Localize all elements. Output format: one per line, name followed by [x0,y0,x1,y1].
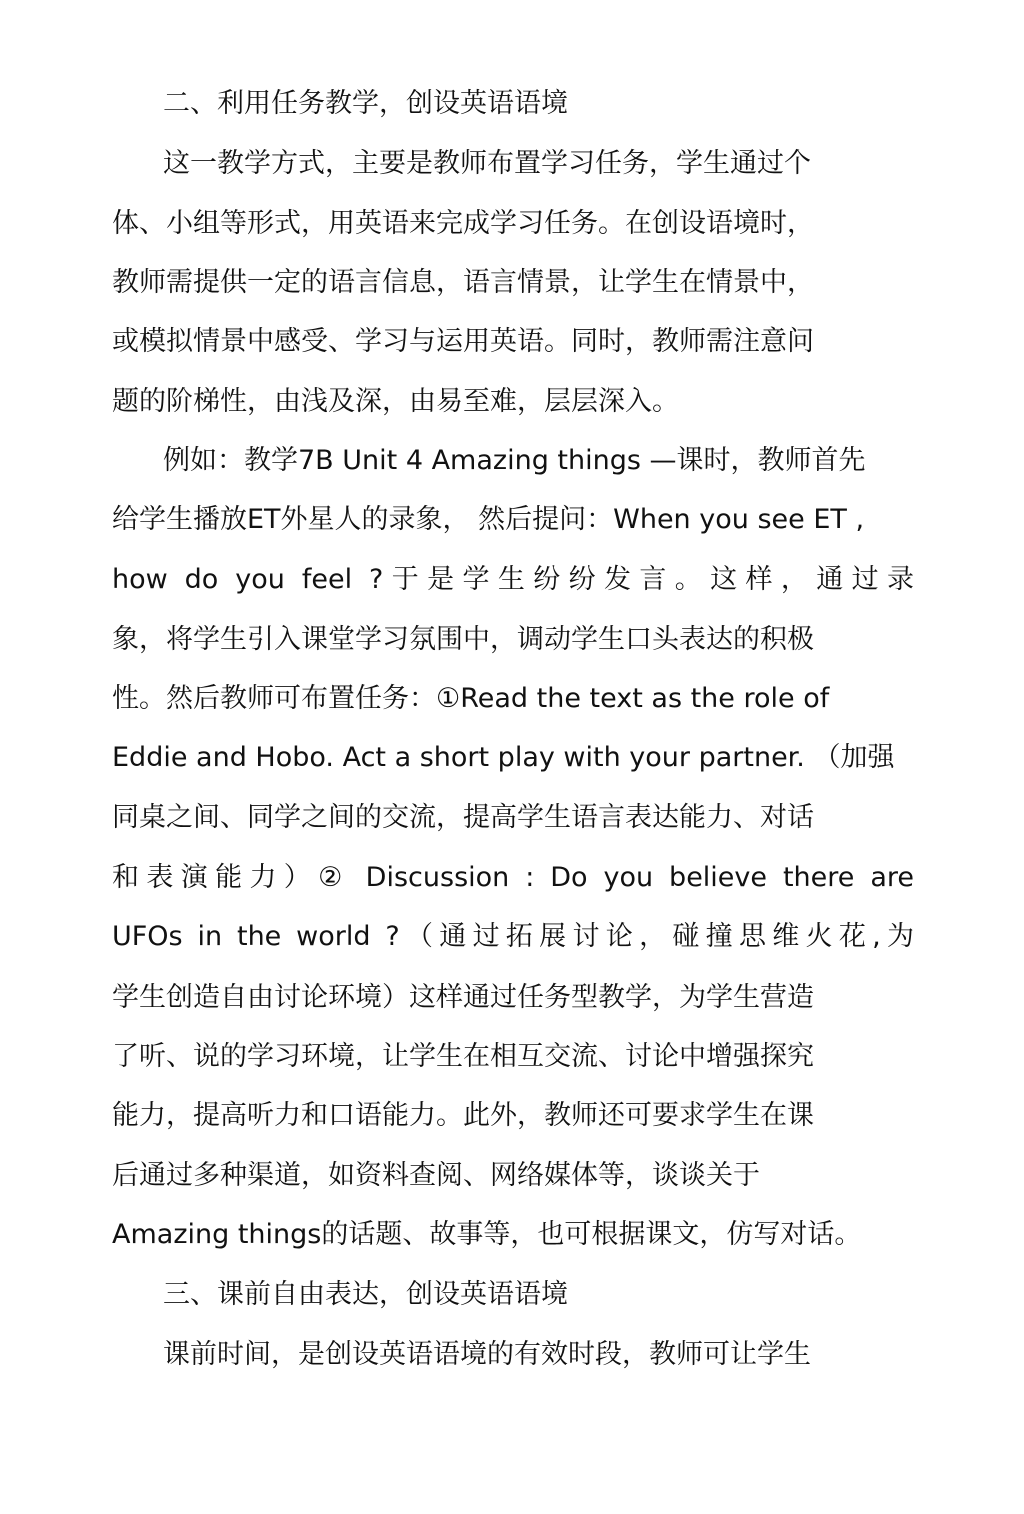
section-heading-3: 三、课前自由表达，创设英语语境 [163,1279,568,1310]
paragraph-line: 课前时间，是创设英语语境的有效时段，教师可让学生 [163,1339,811,1370]
paragraph-line: 学生创造自由讨论环境）这样通过任务型教学，为学生营造 [112,982,814,1013]
paragraph-line: 同桌之间、同学之间的交流，提高学生语言表达能力、对话 [112,802,814,833]
paragraph-line: 和表演能力）② Discussion : Do you believe there are [112,862,914,893]
paragraph-line: how do you feel ?于是学生纷纷发言。这样，通过录 [112,564,914,595]
section-heading-2: 二、利用任务教学，创设英语语境 [163,88,568,119]
paragraph-line: 或模拟情景中感受、学习与运用英语。同时，教师需注意问 [112,326,814,357]
paragraph-line: 后通过多种渠道，如资料查阅、网络媒体等，谈谈关于 [112,1160,760,1191]
paragraph-line: 例如：教学7B Unit 4 Amazing things —课时，教师首先 [163,445,866,476]
paragraph-line: 这一教学方式，主要是教师布置学习任务，学生通过个 [163,148,811,179]
paragraph-line: Amazing things的话题、故事等，也可根据课文，仿写对话。 [112,1219,862,1250]
paragraph-line: 了听、说的学习环境，让学生在相互交流、讨论中增强探究 [112,1041,814,1072]
paragraph-line: 题的阶梯性，由浅及深，由易至难，层层深入。 [112,386,679,417]
paragraph-line: 教师需提供一定的语言信息，语言情景，让学生在情景中， [112,267,814,298]
paragraph-line: 象，将学生引入课堂学习氛围中，调动学生口头表达的积极 [112,624,814,655]
paragraph-line: 给学生播放ET外星人的录象， 然后提问：When you see ET , [112,504,865,535]
paragraph-line: 性。然后教师可布置任务：①Read the text as the role of [112,683,830,714]
paragraph-line: Eddie and Hobo. Act a short play with your partner. （加强 [112,742,895,773]
paragraph-line: UFOs in the world ?（通过拓展讨论，碰撞思维火花,为 [112,921,914,952]
paragraph-line: 体、小组等形式，用英语来完成学习任务。在创设语境时， [112,208,814,239]
paragraph-line: 能力，提高听力和口语能力。此外，教师还可要求学生在课 [112,1100,814,1131]
